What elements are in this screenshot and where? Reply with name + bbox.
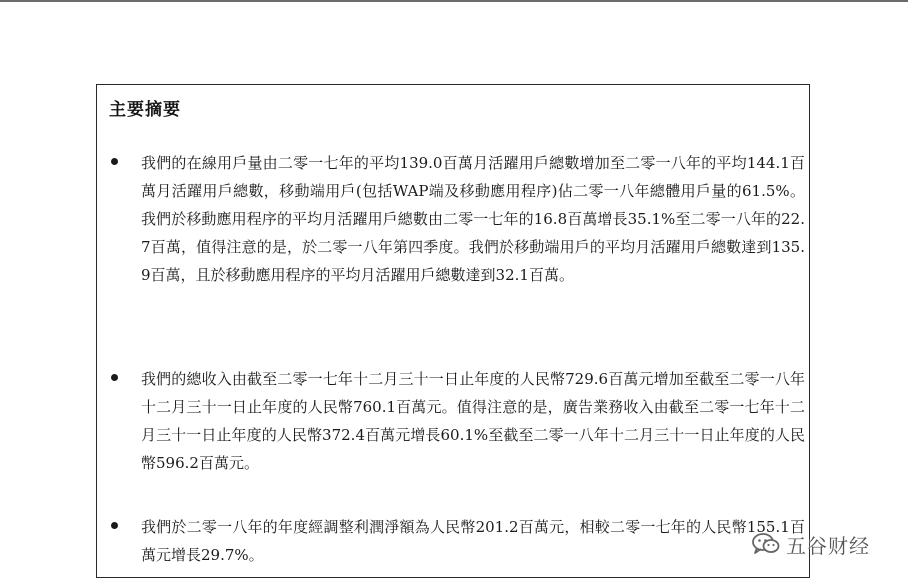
wechat-icon bbox=[752, 532, 780, 556]
bullet-dot-icon bbox=[111, 158, 118, 165]
bullet-text: 我們的在線用戶量由二零一七年的平均139.0百萬月活躍用戶總數增加至二零一八年的平均144.1百萬月活躍用戶總數，移動端用戶(包括WAP端及移動應用程序)佔二零一八年總體用戶量的61.5%。我們於移動應用程序的平均月活躍用戶總數由二零一七年的16.8百萬增長35.1%至二零一八年的22.7百萬，值得注意的是，於二零一八年第四季度。我們於移動端用戶的平均月活躍用戶總數達到135.9百萬，且於移動應用程序的平均月活躍用戶總數達到32.1百萬。 bbox=[141, 154, 805, 284]
bullet-text: 我們的總收入由截至二零一七年十二月三十一日止年度的人民幣729.6百萬元增加至截至二零一八年十二月三十一日止年度的人民幣760.1百萬元。值得注意的是，廣告業務收入由截至二零一七年十二月三十一日止年度的人民幣372.4百萬元增長60.1%至截至二零一八年十二月三十一日止年度的人民幣596.2百萬元。 bbox=[141, 370, 805, 472]
bullet-dot-icon bbox=[111, 374, 118, 381]
watermark bbox=[752, 530, 870, 558]
summary-box bbox=[96, 84, 810, 578]
summary-heading: 主要摘要 bbox=[109, 100, 181, 120]
bullet-text: 我們於二零一八年的年度經調整利潤淨額為人民幣201.2百萬元，相較二零一七年的人民幣155.1百萬元增長29.7%。 bbox=[141, 518, 805, 564]
watermark-text: 五谷财经 bbox=[786, 533, 870, 558]
top-divider bbox=[0, 0, 908, 2]
bullet-dot-icon bbox=[111, 522, 118, 529]
